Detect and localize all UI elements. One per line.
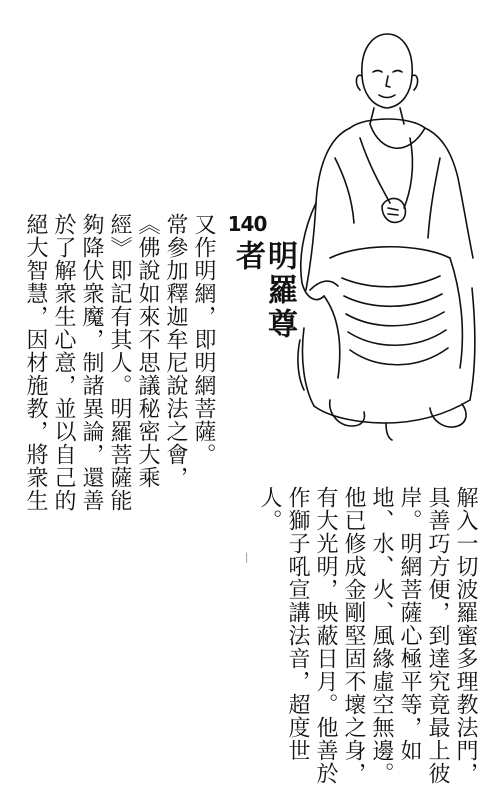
right-text-column-8: 人。 bbox=[257, 486, 282, 532]
right-text-column-4: 地、水、火、風緣虛空無邊。 bbox=[369, 486, 394, 785]
entry-name: 明羅尊者 bbox=[230, 240, 297, 342]
right-text-column-2: 具善巧方便，到達究竟最上彼 bbox=[425, 486, 450, 785]
page-mark: | bbox=[245, 552, 249, 563]
right-text-column-6: 有大光明，映蔽日月。他善於 bbox=[313, 486, 338, 785]
right-text-column-1: 解入一切波羅蜜多理教法門， bbox=[453, 486, 478, 785]
left-text-column-7: 絕大智慧，因材施教，將衆生 bbox=[23, 213, 48, 512]
left-text-column-3: 《佛說如來不思議秘密大乘 bbox=[135, 213, 160, 489]
left-text-column-2: 常參加釋迦牟尼說法之會， bbox=[163, 213, 188, 489]
left-text-column-1: 又作明網，即明網菩薩。 bbox=[191, 213, 216, 466]
left-text-column-6: 於了解衆生心意，並以自己的 bbox=[51, 213, 76, 512]
left-text-column-5: 夠降伏衆魔，制諸異論，還善 bbox=[79, 213, 104, 512]
right-text-column-3: 岸。明網菩薩心極平等，如 bbox=[397, 486, 422, 762]
seated-monk-illustration bbox=[290, 28, 480, 448]
entry-title bbox=[225, 212, 297, 362]
right-text-column-7: 作獅子吼宣講法音，超度世 bbox=[285, 486, 310, 762]
left-text-column-4: 經》即記有其人。明羅菩薩能 bbox=[107, 213, 132, 512]
right-text-column-5: 他已修成金剛堅固不壞之身， bbox=[341, 486, 366, 785]
entry-number: 140 bbox=[227, 212, 267, 236]
